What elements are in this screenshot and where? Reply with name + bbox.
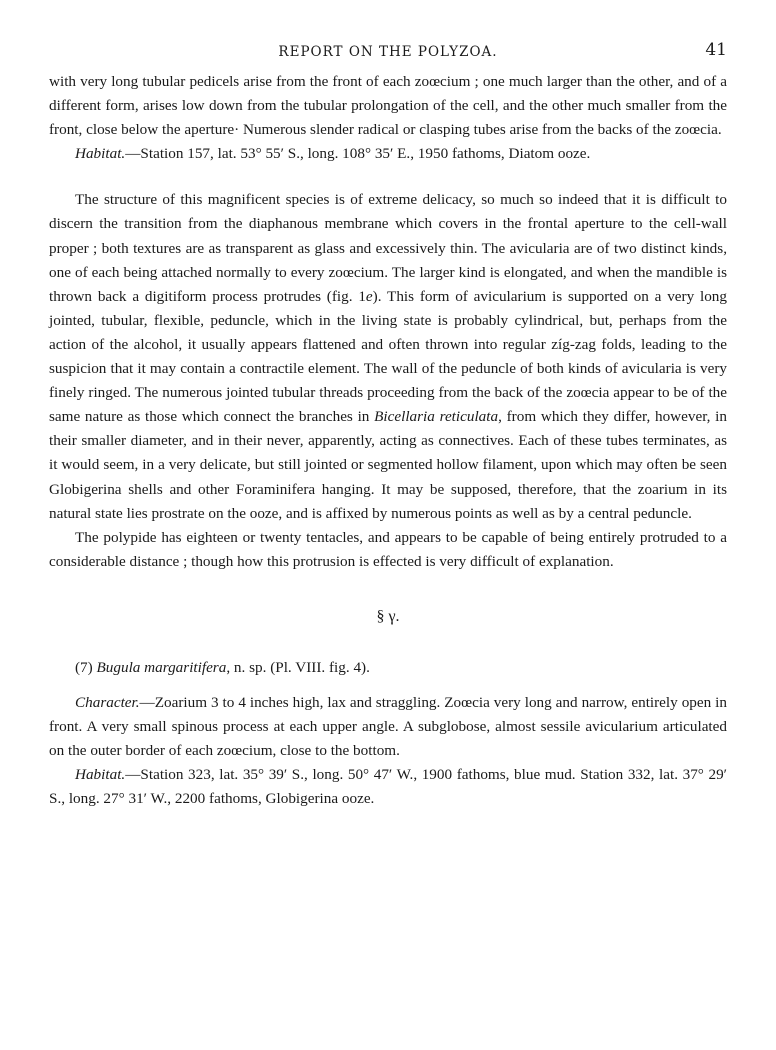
habitat-label: Habitat. [75,145,126,163]
habitat-paragraph-1 [49,142,727,166]
structure-text-b: ). This form of avicularium is supported on a very long jointed, tubular, flexible, peduncle, which in the living state is probably cylindrical, but, perhaps from the action of the alcohol, it usually appears flattened and often thrown into regular zíg-zag folds, leading to the suspicion that it may contain a contractile element. The wall of the peduncle of both kinds of avicularia is very finely ringed. The numerous jointed tubular threads proceeding from the back of the zoœcia appear to be of the same nature as those which connect the branches in [49,287,727,426]
species-heading-rest: , n. sp. (Pl. VIII. fig. 4). [226,658,370,676]
species-reference: Bicellaria reticulata [374,408,499,426]
habitat-text: —Station 157, lat. 53° 55′ S., long. 108° 35′ E., 1950 fathoms, Diatom ooze. [125,145,591,163]
habitat-label-2: Habitat. [75,766,126,784]
paragraph-continuation: with very long tubular pedicels arise from the front of each zoœcium ; one much larger than the other, and of a different form, arises low down from the tubular prolongation of the cell, and the other much smaller from the front, close below the aperture· Numerous slender radical or clasping tubes arise from the backs of the zoœcia. [49,73,727,139]
species-name: Bugula margaritifera [96,658,227,676]
species-number: (7) [75,658,97,676]
section-heading: § γ. [376,607,400,625]
figure-letter: e [365,287,373,305]
structure-text-c: , from which they differ, however, in their smaller diameter, and in their never, apparently, acting as connectives. Each of these tubes terminates, as it would seem, in a very delicate, but still jointed or segmented hollow filament, upon which may often be seen Globigerina shells and other Foraminifera hanging. It may be supposed, therefore, that the zoarium in its natural state lies prostrate on the ooze, and is affixed by numerous points as well as by a central peduncle. [49,408,727,522]
page-number: 41 [705,40,727,60]
page-header [49,40,727,70]
page [49,40,727,811]
character-label: Character. [75,693,140,711]
habitat-text-2: —Station 323, lat. 35° 39′ S., long. 50° 47′ W., 1900 fathoms, blue mud. Station 332, lat. 37° 29′ S., long. 27° 31′ W., 2200 fathoms, Globigerina ooze. [49,766,727,808]
polypide-paragraph: The polypide has eighteen or twenty tentacles, and appears to be capable of being entirely protruded to a considerable distance ; though how this protrusion is effected is very difficult of explanation. [49,528,727,570]
species-heading [49,656,727,680]
structure-text-a: The structure of this magnificent species is of extreme delicacy, so much so indeed that it is difficult to discern the transition from the diaphanous membrane which covers in the frontal aperture to the cell-wall proper ; both textures are as transparent as glass and excessively thin. The avicularia are of two distinct kinds, one of each being attached normally to every zoœcium. The larger kind is elongated, and when the mandible is thrown back a digitiform process protrudes (fig. 1 [49,191,727,305]
habitat-paragraph-2 [49,763,727,811]
character-paragraph [49,691,727,763]
structure-paragraph [49,188,727,525]
character-text: —Zoarium 3 to 4 inches high, lax and straggling. Zoœcia very long and narrow, entirely open in front. A very small spinous process at each upper angle. A subglobose, almost sessile avicularium articulated on the outer border of each zoœcium, close to the bottom. [49,693,727,760]
running-title: REPORT ON THE POLYZOA. [278,44,498,60]
